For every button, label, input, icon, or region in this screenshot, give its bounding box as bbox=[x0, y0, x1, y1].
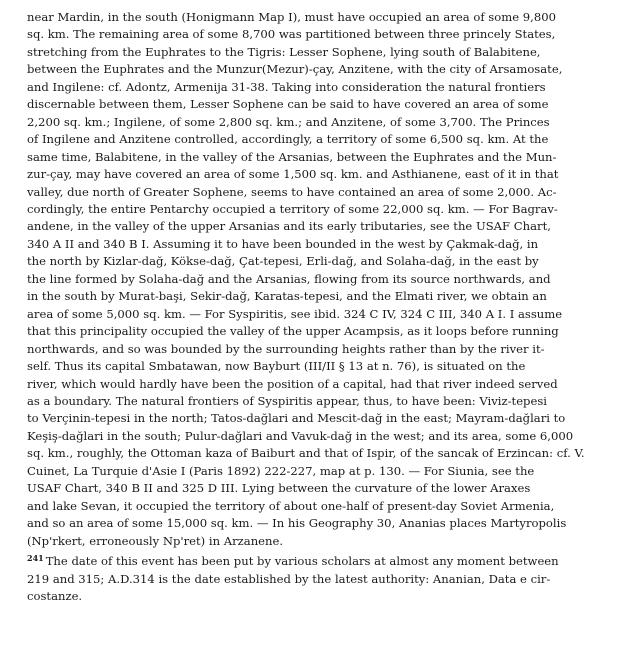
text-line: USAF Chart, 340 B II and 325 D III. Lying between the curvature of the lower Araxes bbox=[27, 481, 531, 496]
text-line: in the south by Murat-başi, Sekir-dağ, Karatas-tepesi, and the Elmati river, we obtain an bbox=[27, 289, 547, 304]
text-line: sq. km., roughly, the Ottoman kaza of Baiburt and that of Ispir, of the sancak of Erzincan: cf. V. bbox=[27, 446, 585, 461]
text-line: that this principality occupied the valley of the upper Acampsis, as it loops before running bbox=[27, 324, 559, 339]
text-line: (Np'rkert, erroneously Np'ret) in Arzanene. bbox=[27, 533, 284, 548]
footnote-text-line: 219 and 315; A.D.314 is the date established by the latest authority: Ananian, Data e cir- bbox=[27, 571, 551, 586]
text-line: discernable between them, Lesser Sophene can be said to have covered an area of some bbox=[27, 97, 549, 112]
text-line: valley, due north of Greater Sophene, seems to have contained an area of some 2,000. Ac- bbox=[27, 184, 557, 199]
text-line: stretching from the Euphrates to the Tigris: Lesser Sophene, lying south of Balabitene, bbox=[27, 44, 541, 59]
footnote-number: 241 bbox=[27, 553, 44, 564]
text-line: Keşiş-dağlari in the south; Pulur-dağlari and Vavuk-dağ in the west; and its area, some 6,000 bbox=[27, 428, 574, 443]
text-line: between the Euphrates and the Munzur(Mezur)-çay, Anzitene, with the city of Arsamosate, bbox=[27, 62, 563, 77]
text-line: the line formed by Solaha-dağ and the Arsanias, flowing from its source northwards, and bbox=[27, 271, 551, 286]
main-paragraph bbox=[27, 9, 609, 550]
footnote-first-line bbox=[27, 550, 609, 570]
text-line: of Ingilene and Anzitene controlled, accordingly, a territory of some 6,500 sq. km. At the bbox=[27, 132, 549, 147]
text-line: Cuinet, La Turquie d'Asie I (Paris 1892) 222-227, map at p. 130. — For Siunia, see the bbox=[27, 463, 535, 478]
text-line: sq. km. The remaining area of some 8,700 was partitioned between three princely States, bbox=[27, 27, 556, 42]
text-line: zur-çay, may have covered an area of some 1,500 sq. km. and Asthianene, east of it in that bbox=[27, 167, 559, 182]
text-line: the north by Kizlar-dağ, Kökse-dağ, Çat-tepesi, Erli-dağ, and Solaha-dağ, in the east by bbox=[27, 254, 539, 269]
footnote-text-line: costanze. bbox=[27, 588, 83, 603]
footnote-241 bbox=[27, 550, 609, 605]
text-line: andene, in the valley of the upper Arsanias and its early tributaries, see the USAF Chart, bbox=[27, 219, 551, 234]
text-line: near Mardin, in the south (Honigmann Map I), must have occupied an area of some 9,800 bbox=[27, 10, 556, 24]
footnote-text-line: The date of this event has been put by various scholars at almost any moment between bbox=[45, 554, 559, 569]
text-line: area of some 5,000 sq. km. — For Syspiritis, see ibid. 324 C IV, 324 C III, 340 A I. I assume bbox=[27, 306, 563, 321]
text-line: 340 A II and 340 B I. Assuming it to have been bounded in the west by Çakmak-dağ, in bbox=[27, 236, 539, 251]
text-line: as a boundary. The natural frontiers of Syspiritis appear, thus, to have been: Viviz-tepesi bbox=[27, 393, 548, 408]
text-line: to Verçinin-tepesi in the north; Tatos-dağlari and Mescit-dağ in the east; Mayram-dağlari to bbox=[27, 411, 566, 426]
text-line: cordingly, the entire Pentarchy occupied a territory of some 22,000 sq. km. — For Bagrav- bbox=[27, 201, 558, 216]
text-line: and so an area of some 15,000 sq. km. — In his Geography 30, Ananias places Martyropolis bbox=[27, 516, 567, 531]
text-line: 2,200 sq. km.; Ingilene, of some 2,800 sq. km.; and Anzitene, of some 3,700. The Princes bbox=[27, 114, 550, 129]
text-line: and lake Sevan, it occupied the territory of about one-half of present-day Soviet Armenia, bbox=[27, 498, 555, 513]
text-line: northwards, and so was bounded by the surrounding heights rather than by the river it- bbox=[27, 341, 545, 356]
text-line: same time, Balabitene, in the valley of the Arsanias, between the Euphrates and the Mun- bbox=[27, 149, 557, 164]
text-line: and Ingilene: cf. Adontz, Armenija 31-38. Taking into consideration the natural frontiers bbox=[27, 79, 546, 94]
text-line: self. Thus its capital Smbatawan, now Bayburt (III/II § 13 at n. 76), is situated on the bbox=[27, 359, 526, 374]
text-line: river, which would hardly have been the position of a capital, had that river indeed served bbox=[27, 376, 558, 391]
